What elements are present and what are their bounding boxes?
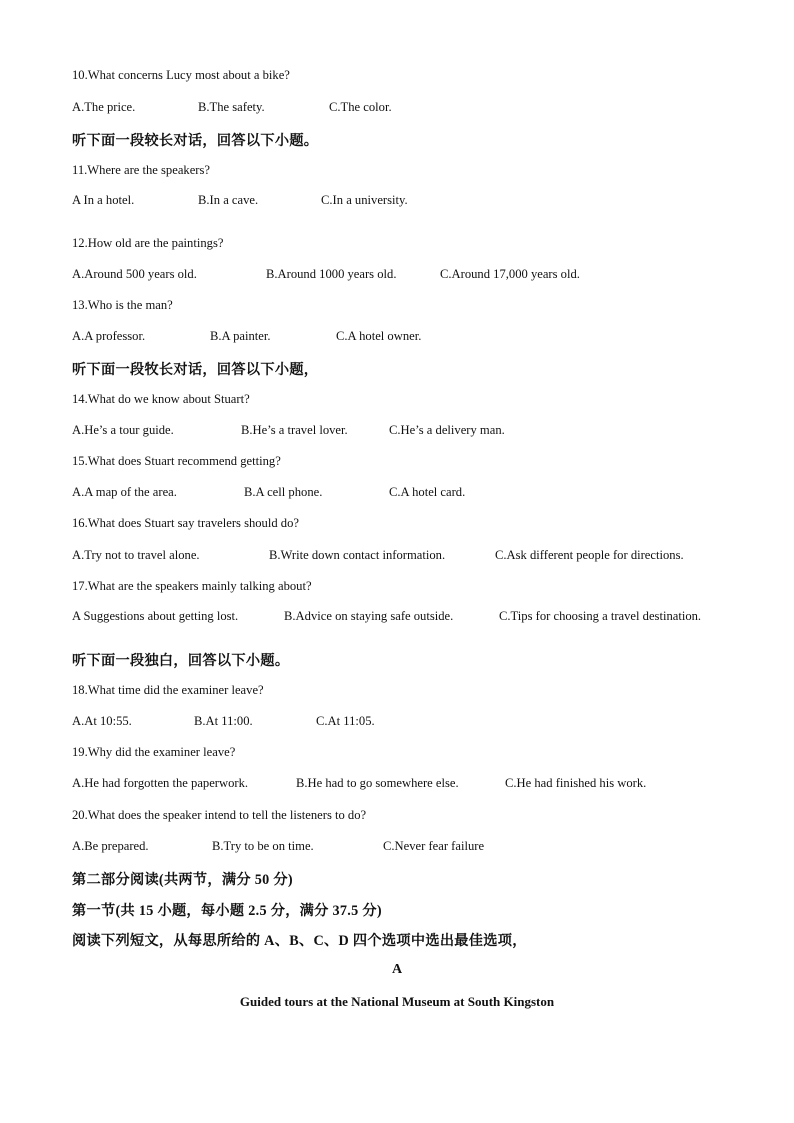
option-15b: B.A cell phone. <box>244 485 323 499</box>
option-17c: C.Tips for choosing a travel destination. <box>499 609 702 623</box>
option-16b: B.Write down contact information. <box>269 548 446 562</box>
option-11b: B.In a cave. <box>198 193 259 207</box>
option-18b: B.At 11:00. <box>194 714 253 728</box>
option-11a: A In a hotel. <box>72 193 135 207</box>
option-19c: C.He had finished his work. <box>505 776 647 790</box>
option-10c: C.The color. <box>329 100 392 114</box>
question-14: 14.What do we know about Stuart? <box>72 392 250 406</box>
passage-title: Guided tours at the National Museum at South Kingston <box>239 994 555 1009</box>
option-17b: B.Advice on staying safe outside. <box>284 609 454 623</box>
section-heading-1: 听下面一段较长对话，回答以下小题。 <box>72 133 319 149</box>
option-15c: C.A hotel card. <box>389 485 466 499</box>
option-19b: B.He had to go somewhere else. <box>296 776 459 790</box>
option-16a: A.Try not to travel alone. <box>72 548 200 562</box>
section-heading-2: 听下面一段牧长对话，回答以下小题， <box>72 362 319 378</box>
option-14a: A.He’s a tour guide. <box>72 423 174 437</box>
question-16: 16.What does Stuart say travelers should do? <box>72 516 299 530</box>
option-18c: C.At 11:05. <box>316 714 375 728</box>
question-10: 10.What concerns Lucy most about a bike? <box>72 68 290 82</box>
option-15a: A.A map of the area. <box>72 485 177 499</box>
question-17: 17.What are the speakers mainly talking about? <box>72 579 312 593</box>
option-16c: C.Ask different people for directions. <box>495 548 684 562</box>
instruction: 阅读下列短文，从每思所给的 A、B、C、D 四个选项中选出最佳选项， <box>72 933 527 949</box>
question-13: 13.Who is the man? <box>72 298 173 312</box>
option-12a: A.Around 500 years old. <box>72 267 197 281</box>
question-11: 11.Where are the speakers? <box>72 163 210 177</box>
option-20a: A.Be prepared. <box>72 839 149 853</box>
option-10b: B.The safety. <box>198 100 265 114</box>
question-15: 15.What does Stuart recommend getting? <box>72 454 281 468</box>
option-11c: C.In a university. <box>321 193 408 207</box>
section-heading: 第一节(共 15 小题，每小题 2.5 分，满分 37.5 分) <box>72 903 382 919</box>
question-18: 18.What time did the examiner leave? <box>72 683 264 697</box>
option-13c: C.A hotel owner. <box>336 329 422 343</box>
option-12c: C.Around 17,000 years old. <box>440 267 580 281</box>
passage-letter: A <box>391 962 403 977</box>
option-18a: A.At 10:55. <box>72 714 132 728</box>
question-12: 12.How old are the paintings? <box>72 236 224 250</box>
option-13a: A.A professor. <box>72 329 146 343</box>
option-13b: B.A painter. <box>210 329 271 343</box>
option-19a: A.He had forgotten the paperwork. <box>72 776 249 790</box>
option-17a: A Suggestions about getting lost. <box>72 609 239 623</box>
question-20: 20.What does the speaker intend to tell the listeners to do? <box>72 808 367 822</box>
option-20b: B.Try to be on time. <box>212 839 314 853</box>
option-10a: A.The price. <box>72 100 136 114</box>
question-19: 19.Why did the examiner leave? <box>72 745 236 759</box>
option-20c: C.Never fear failure <box>383 839 485 853</box>
section-heading-3: 听下面一段独白，回答以下小题。 <box>72 653 290 669</box>
option-14c: C.He’s a delivery man. <box>389 423 505 437</box>
option-14b: B.He’s a travel lover. <box>241 423 348 437</box>
option-12b: B.Around 1000 years old. <box>266 267 397 281</box>
part-heading: 第二部分阅读(共两节，满分 50 分) <box>72 872 293 888</box>
